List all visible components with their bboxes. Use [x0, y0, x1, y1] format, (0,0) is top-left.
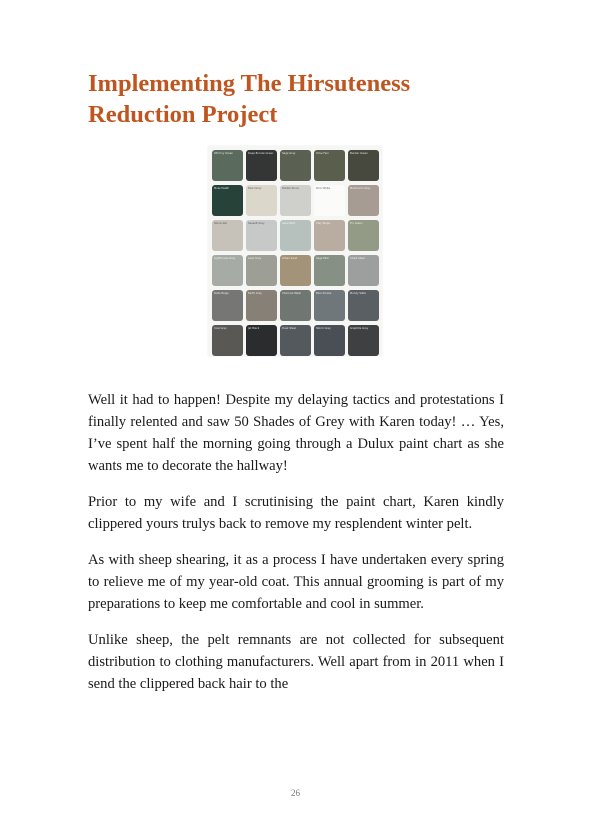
paragraph: Unlike sheep, the pelt remnants are not collected for subsequent distribution to clothing manufacturers. Well apart from in 2011 when I send the clippered back hair to the	[88, 632, 504, 692]
paint-swatch	[280, 255, 311, 286]
paint-swatch	[212, 255, 243, 286]
page-number: 26	[291, 788, 300, 798]
swatch-label: Bunker Green	[350, 152, 368, 155]
swatch-label: Lead Grey	[248, 257, 262, 260]
paint-swatch	[246, 255, 277, 286]
swatch-label: Dusk Steel	[282, 327, 296, 330]
swatch-label: Wild Ivy Green	[214, 152, 233, 155]
swatch-label: Pearl Grey	[248, 187, 262, 190]
swatch-label: Urban Sand	[282, 257, 298, 260]
paint-swatch	[280, 325, 311, 356]
paint-swatch	[212, 150, 243, 181]
swatch-label: Clay Taupe	[316, 222, 331, 225]
paint-swatch	[314, 290, 345, 321]
paint-swatch	[348, 150, 379, 181]
paint-swatch	[348, 325, 379, 356]
swatch-label: Storm Grey	[316, 327, 331, 330]
paint-swatch	[314, 185, 345, 216]
paint-swatch	[348, 185, 379, 216]
paint-swatch	[348, 255, 379, 286]
paint-swatch	[280, 290, 311, 321]
paint-swatch	[246, 325, 277, 356]
swatch-label: Chalk Steel	[350, 257, 365, 260]
swatch-label: Aqua Mist	[282, 222, 295, 225]
paint-swatch	[246, 220, 277, 251]
swatch-label: Lighthouse Grey	[214, 257, 236, 260]
paint-swatch	[246, 290, 277, 321]
swatch-label: Charcoal Wash	[282, 292, 302, 295]
paint-swatch	[246, 185, 277, 216]
paint-swatch	[212, 290, 243, 321]
swatch-label: Pure White	[316, 187, 331, 190]
paint-swatch	[212, 220, 243, 251]
paint-swatch	[348, 220, 379, 251]
paint-swatch	[280, 220, 311, 251]
paint-swatch	[314, 220, 345, 251]
paint-chart-grid	[212, 150, 379, 356]
swatch-label: Graphite Grey	[350, 327, 369, 330]
paragraph: As with sheep shearing, it as a process I have undertaken every spring to relieve me of my year-old coat. This annual grooming is part of my preparations to keep me comfortable and cool in summer.	[88, 552, 504, 612]
swatch-label: Earth Grey	[248, 292, 262, 295]
paint-swatch	[348, 290, 379, 321]
paint-swatch	[212, 325, 243, 356]
paint-swatch	[314, 150, 345, 181]
swatch-label: Pebble Stone	[282, 187, 299, 190]
paragraph: Well it had to happen! Despite my delaying tactics and protestations I finally relented and saw 50 Shades of Grey with Karen today! … Yes, I’ve spent half the morning going through a Dulux paint chart as she wants me to decorate the hallway!	[88, 392, 504, 474]
swatch-label: Olive Fern	[316, 152, 330, 155]
paragraph: Prior to my wife and I scrutinising the paint chart, Karen kindly clippered yours trulys back to remove my resplendent winter pelt.	[88, 494, 504, 532]
page-title: Implementing The Hirsuteness Reduction Project	[88, 70, 411, 128]
swatch-label: Blue Smoke	[316, 292, 332, 295]
swatch-label: Sage Mist	[316, 257, 329, 260]
paint-swatch	[246, 150, 277, 181]
swatch-label: Moody Slate	[350, 292, 366, 295]
paint-chart-image	[208, 146, 382, 356]
swatch-label: Stone Ash	[214, 222, 228, 225]
paint-swatch	[314, 325, 345, 356]
paint-swatch	[280, 150, 311, 181]
swatch-label: Seasalt Grey	[248, 222, 265, 225]
paint-swatch	[212, 185, 243, 216]
swatch-label: Tin Green	[350, 222, 363, 225]
swatch-label: Deep Bronze Green	[248, 152, 274, 155]
swatch-label: Mushroom Grey	[350, 187, 371, 190]
paint-swatch	[280, 185, 311, 216]
swatch-label: Coal Grey	[214, 327, 227, 330]
article-body	[88, 389, 504, 709]
swatch-label: Jet Black	[248, 327, 260, 330]
swatch-label: Sage Grey	[282, 152, 296, 155]
swatch-label: Slate Beige	[214, 292, 229, 295]
swatch-label: Moss Heath	[214, 187, 230, 190]
paint-swatch	[314, 255, 345, 286]
